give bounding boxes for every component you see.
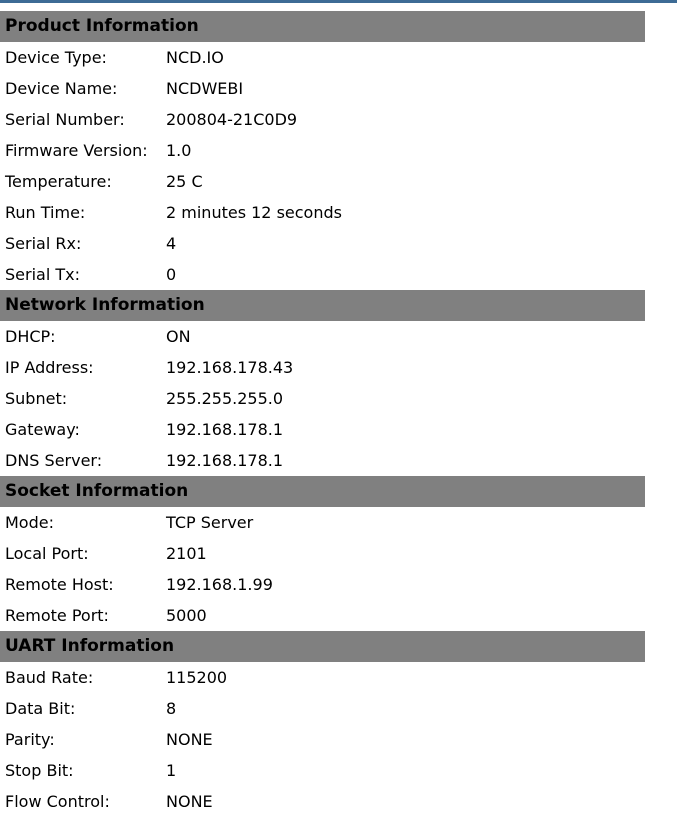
row-label: Subnet: [5,389,68,408]
row-value: NONE [166,730,213,749]
row-label: Temperature: [5,172,112,191]
row-label: Serial Rx: [5,234,82,253]
info-row-data-bit [0,693,645,724]
row-value: 192.168.1.99 [166,575,273,594]
info-row-device-type [0,42,645,73]
row-value: 192.168.178.1 [166,451,284,470]
section-header-socket [0,476,645,507]
row-value: 8 [166,699,177,718]
row-value: 200804-21C0D9 [166,110,298,129]
section-title: UART Information [0,631,645,662]
info-row-dhcp [0,321,645,352]
info-row-remote-port [0,600,645,631]
row-label: Local Port: [5,544,89,563]
info-row-serial-rx [0,228,645,259]
info-row-gateway [0,414,645,445]
row-value: NONE [166,792,213,811]
row-value: 255.255.255.0 [166,389,284,408]
row-value: 4 [166,234,177,253]
section-title: Product Information [0,11,645,42]
row-label: DNS Server: [5,451,103,470]
row-label: Device Name: [5,79,118,98]
row-label: Stop Bit: [5,761,74,780]
row-value: ON [166,327,191,346]
info-row-parity [0,724,645,755]
row-label: IP Address: [5,358,94,377]
info-row-serial-number [0,104,645,135]
info-row-mode [0,507,645,538]
row-value: 1 [166,761,177,780]
row-label: Device Type: [5,48,107,67]
row-label: Data Bit: [5,699,76,718]
row-value: 2101 [166,544,207,563]
row-label: Remote Host: [5,575,114,594]
row-value: 25 C [166,172,203,191]
info-row-subnet [0,383,645,414]
info-row-flow-control [0,786,645,817]
row-label: Baud Rate: [5,668,94,687]
row-value: TCP Server [166,513,254,532]
info-row-remote-host [0,569,645,600]
info-row-serial-tx [0,259,645,290]
row-label: Serial Number: [5,110,125,129]
info-row-local-port [0,538,645,569]
row-value: NCDWEBI [166,79,244,98]
top-border-rule [0,0,677,3]
row-value: NCD.IO [166,48,224,67]
info-row-stop-bit [0,755,645,786]
row-label: Mode: [5,513,54,532]
row-value: 192.168.178.1 [166,420,284,439]
row-value: 115200 [166,668,228,687]
section-header-product [0,11,645,42]
section-header-network [0,290,645,321]
row-label: Parity: [5,730,55,749]
row-label: Remote Port: [5,606,109,625]
section-title: Network Information [0,290,645,321]
row-value: 2 minutes 12 seconds [166,203,342,222]
row-value: 0 [166,265,177,284]
row-label: Flow Control: [5,792,110,811]
section-header-uart [0,631,645,662]
info-row-dns-server [0,445,645,476]
info-row-ip-address [0,352,645,383]
row-label: DHCP: [5,327,56,346]
row-label: Serial Tx: [5,265,80,284]
info-row-baud-rate [0,662,645,693]
device-info-table [0,11,645,817]
info-row-temperature [0,166,645,197]
info-row-run-time [0,197,645,228]
info-row-firmware-version [0,135,645,166]
info-row-device-name [0,73,645,104]
section-title: Socket Information [0,476,645,507]
row-label: Gateway: [5,420,80,439]
row-value: 1.0 [166,141,192,160]
row-label: Run Time: [5,203,86,222]
row-value: 192.168.178.43 [166,358,294,377]
row-value: 5000 [166,606,207,625]
row-label: Firmware Version: [5,141,148,160]
